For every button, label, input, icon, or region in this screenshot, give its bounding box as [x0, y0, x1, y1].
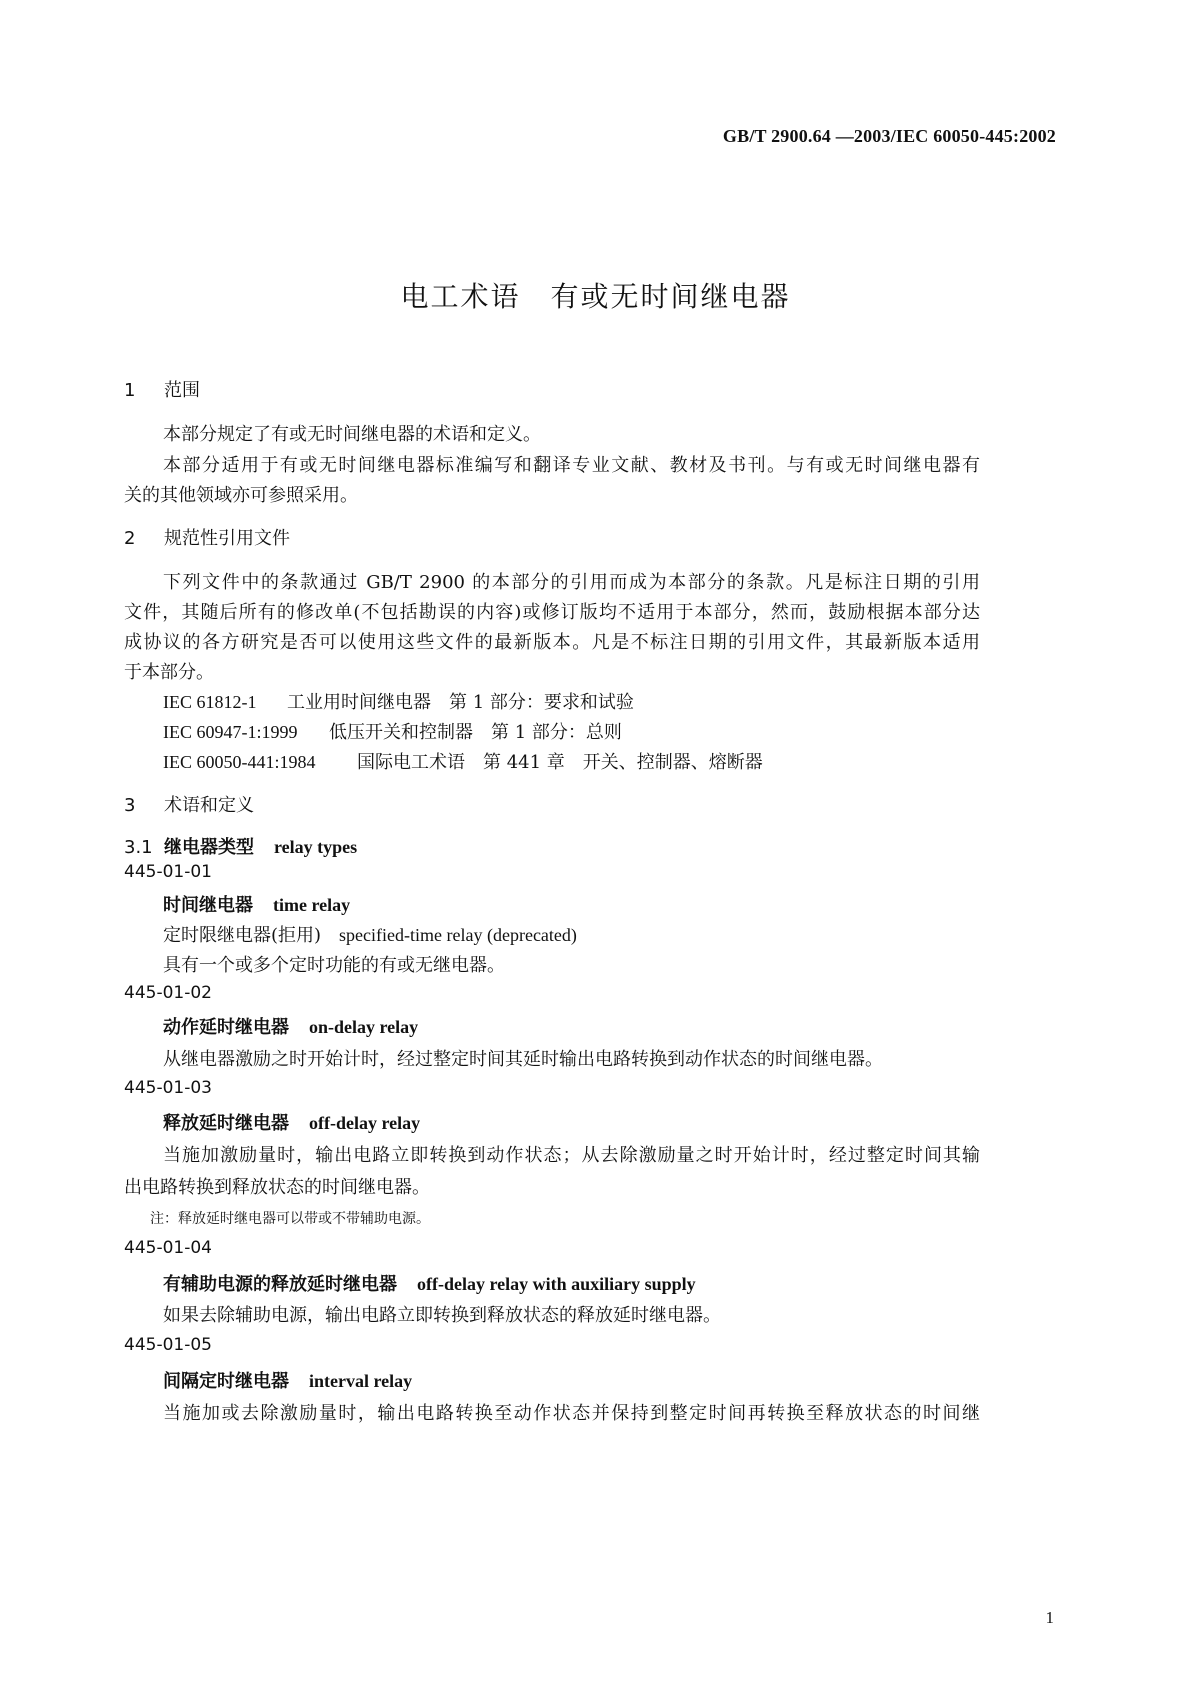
term-definition-line-1: [163, 1399, 980, 1425]
term-note: 注：释放延时继电器可以带或不带辅助电源。: [150, 1211, 430, 1227]
section-number: 3: [124, 795, 136, 816]
subsection-3-1-heading: [124, 833, 357, 859]
term-code: 445-01-04: [124, 1238, 212, 1258]
term-en: off-delay relay with auxiliary supply: [417, 1274, 696, 1294]
term-cn: 时间继电器: [163, 895, 253, 916]
section-2-heading: [124, 524, 290, 550]
subsection-title-cn: 继电器类型: [164, 837, 254, 858]
reference-code: IEC 61812-1: [163, 692, 257, 712]
reference-title: 工业用时间继电器 第 1 部分：要求和试验: [287, 692, 634, 713]
text-line: 本部分适用于有或无时间继电器标准编写和翻译专业文献、教材及书刊。与有或无时间继电器有: [163, 455, 980, 476]
scope-paragraph-1: 本部分规定了有或无时间继电器的术语和定义。: [163, 424, 541, 445]
deprecated-en: specified-time relay (deprecated): [339, 925, 577, 945]
text-line: 文件，其随后所有的修改单(不包括勘误的内容)或修订版均不适用于本部分，然而，鼓励根据本部分达: [124, 602, 980, 623]
term-code: 445-01-02: [124, 983, 212, 1003]
term-cn: 动作延时继电器: [163, 1017, 289, 1038]
term-code: 445-01-03: [124, 1078, 212, 1098]
term-en: time relay: [273, 895, 351, 915]
references-intro-line-2: [124, 598, 980, 624]
references-intro-line-4: 于本部分。: [124, 662, 214, 683]
subsection-number: 3.1: [124, 837, 153, 858]
scope-paragraph-2-line-2: 关的其他领域亦可参照采用。: [124, 485, 358, 506]
deprecated-term: [163, 921, 577, 947]
term-code: 445-01-05: [124, 1335, 212, 1355]
section-title: 规范性引用文件: [164, 528, 290, 549]
term-definition-line-2: 出电路转换到释放状态的时间继电器。: [124, 1177, 430, 1198]
term-code: 445-01-01: [124, 862, 212, 882]
text-line: 成协议的各方研究是否可以使用这些文件的最新版本。凡是不标注日期的引用文件，其最新版本适用: [124, 632, 980, 653]
term-heading: [163, 1013, 418, 1039]
term-en: on-delay relay: [309, 1017, 419, 1037]
text-line: 当施加激励量时，输出电路立即转换到动作状态；从去除激励量之时开始计时，经过整定时间其输: [163, 1145, 980, 1166]
term-en: off-delay relay: [309, 1113, 421, 1133]
section-number: 2: [124, 528, 136, 549]
reference-title: 国际电工术语 第 441 章 开关、控制器、熔断器: [357, 752, 763, 773]
reference-item: [163, 688, 634, 714]
subsection-title-en: relay types: [274, 837, 358, 857]
term-heading: [163, 1367, 412, 1393]
standard-number-header: GB/T 2900.64 —2003/IEC 60050-445:2002: [722, 126, 1056, 146]
reference-item: [163, 748, 763, 774]
section-1-heading: [124, 376, 200, 402]
references-intro-line-1: [163, 568, 980, 594]
term-cn: 有辅助电源的释放延时继电器: [163, 1274, 397, 1295]
reference-title: 低压开关和控制器 第 1 部分：总则: [329, 722, 622, 743]
term-definition-line-1: [163, 1141, 980, 1167]
text-line: 当施加或去除激励量时，输出电路转换至动作状态并保持到整定时间再转换至释放状态的时间继: [163, 1403, 980, 1424]
page-title: 电工术语 有或无时间继电器: [400, 280, 791, 313]
section-3-heading: [124, 791, 254, 817]
page-number: 1: [1045, 1608, 1054, 1627]
term-heading: [163, 891, 350, 917]
references-intro-line-3: [124, 628, 980, 654]
term-cn: 间隔定时继电器: [163, 1371, 289, 1392]
term-definition: 具有一个或多个定时功能的有或无继电器。: [163, 955, 505, 976]
section-title: 术语和定义: [164, 795, 254, 816]
section-title: 范围: [164, 380, 200, 401]
term-definition: 从继电器激励之时开始计时，经过整定时间其延时输出电路转换到动作状态的时间继电器。: [163, 1049, 883, 1070]
term-en: interval relay: [309, 1371, 413, 1391]
term-heading: [163, 1109, 420, 1135]
reference-code: IEC 60050-441:1984: [163, 752, 316, 772]
reference-code: IEC 60947-1:1999: [163, 722, 298, 742]
term-definition: 如果去除辅助电源，输出电路立即转换到释放状态的释放延时继电器。: [163, 1305, 721, 1326]
term-heading: [163, 1270, 696, 1296]
text-line: 下列文件中的条款通过 GB/T 2900 的本部分的引用而成为本部分的条款。凡是标注日期的引用: [163, 572, 980, 593]
section-number: 1: [124, 380, 136, 401]
term-cn: 释放延时继电器: [163, 1113, 289, 1134]
scope-paragraph-2-line-1: [124, 451, 980, 477]
reference-item: [163, 718, 622, 744]
deprecated-cn: 定时限继电器(拒用): [163, 925, 322, 946]
